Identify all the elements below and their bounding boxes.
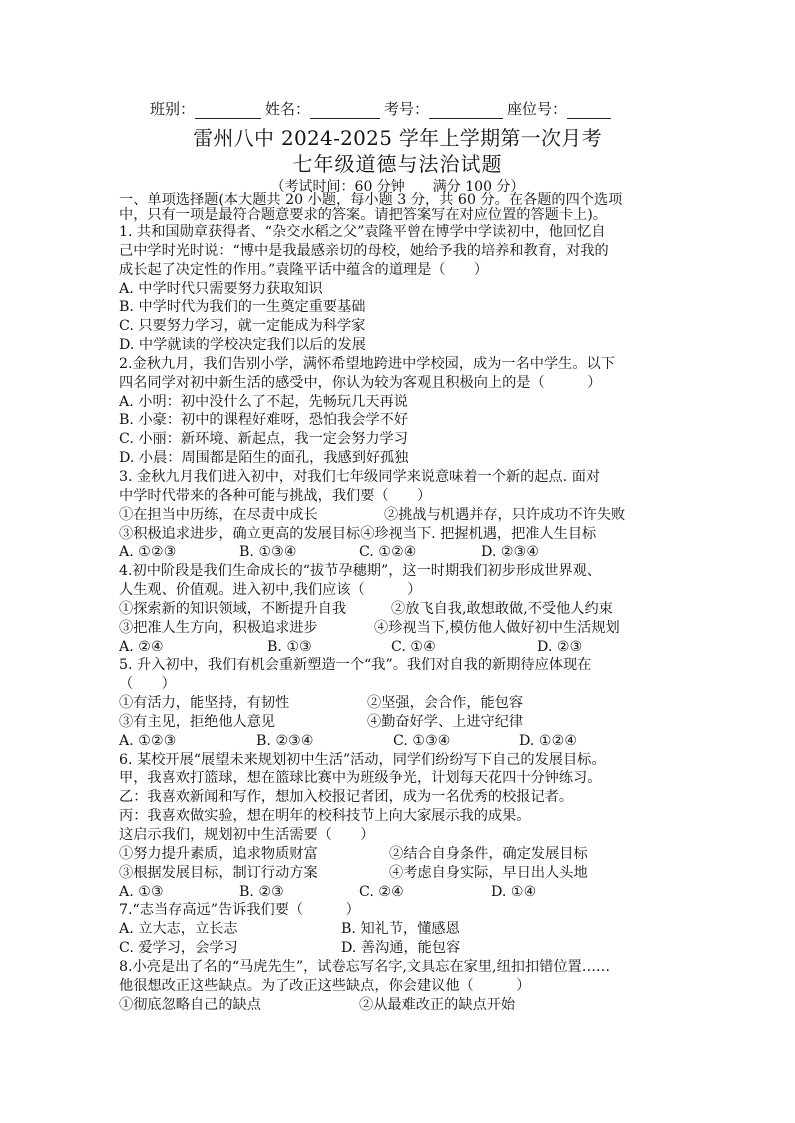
q5-statement-1: ①有活力，能坚持，有韧性 xyxy=(119,695,290,712)
q7-stem-1: 7.“志当存高远”告诉我们要（ ） xyxy=(119,902,360,919)
q4-options-row xyxy=(119,638,679,657)
q6-stem-5: 这启示我们，规划初中生活需要（ ） xyxy=(119,827,375,843)
q8-statement-2: ②从最难改正的缺点开始 xyxy=(359,996,516,1013)
q6-stem-1: 6. 某校开展“展望未来规划初中生活”活动，同学们纷纷写下自己的发展目标。 xyxy=(119,751,606,768)
q5-statement-3: ③有主见，拒绝他人意见 xyxy=(119,713,276,730)
q2-stem-1: 2.金秋九月，我们告别小学，满怀希望地跨进中学校园，成为一名中学生。以下 xyxy=(119,355,615,372)
q6-option-b: B. ②③ xyxy=(239,883,284,900)
q1-option-a: A. 中学时代只需要努力获取知识 xyxy=(119,280,323,297)
q4-statement-3: ③把准人生方向，积极追求进步 xyxy=(119,619,318,636)
q3-option-a: A. ①②③ xyxy=(119,544,177,561)
q1-stem-1: 1. 共和国勋章获得者、“杂交水稻之父”袁隆平曾在博学中学读初中，他回忆自 xyxy=(119,224,606,240)
name-blank xyxy=(310,101,380,119)
q4-option-c: C. ①④ xyxy=(391,638,436,655)
q4-statement-1: ①探索新的知识领域，不断提升自我 xyxy=(119,600,347,617)
q5-statements-row-2 xyxy=(119,713,679,732)
q2-option-c: C. 小丽：新环境、新起点，我一定会努力学习 xyxy=(119,431,408,448)
q2-option-b: B. 小豪：初中的课程好难呀，恐怕我会学不好 xyxy=(119,412,409,429)
q7-options-row-2 xyxy=(119,939,679,958)
q3-statement-1: ①在担当中历练，在尽责中成长 xyxy=(119,506,318,523)
q6-statements-row-1 xyxy=(119,845,679,864)
q4-option-b: B. ①③ xyxy=(267,638,312,655)
q8-stem-1: 8.小亮是出了名的“马虎先生”，试卷忘写名字,文具忘在家里,纽扣扣错位置…… xyxy=(119,958,611,975)
q5-option-a: A. ①②③ xyxy=(119,732,177,749)
q4-statements-row-2 xyxy=(119,619,679,638)
q5-statement-4: ④勤奋好学、上进守纪律 xyxy=(367,713,524,730)
q3-option-d: D. ②③④ xyxy=(481,544,540,561)
q6-stem-2: 甲，我喜欢打篮球，想在篮球比赛中为班级争光，计划每天花四十分钟练习。 xyxy=(119,770,602,787)
q4-stem-1: 4.初中阶段是我们生命成长的“拔节孕穗期”，这一时期我们初步形成世界观、 xyxy=(119,563,602,580)
q7-option-c: C. 爱学习，会学习 xyxy=(119,940,238,957)
q3-stem-1: 3. 金秋九月我们进入初中，对我们七年级同学来说意味着一个新的起点. 面对 xyxy=(119,468,601,485)
q5-option-b: B. ②③④ xyxy=(256,732,314,749)
seat-label: 座位号： xyxy=(507,100,568,118)
q6-options-row xyxy=(119,883,679,902)
q6-stem-4: 丙：我喜欢做实验，想在明年的校科技节上向大家展示我的成果。 xyxy=(119,808,531,825)
q1-option-d: D. 中学就读的学校决定我们以后的发展 xyxy=(119,337,366,354)
q4-statements-row-1 xyxy=(119,600,679,619)
q7-option-a: A. 立大志，立长志 xyxy=(119,921,238,938)
student-info-line xyxy=(150,98,630,120)
q4-stem-2: 人生观、价值观。进入初中,我们应该（ ） xyxy=(119,582,422,599)
q6-statement-4: ④考虑自身实际，早日出人头地 xyxy=(389,864,588,881)
exam-no-label: 考号： xyxy=(384,100,430,118)
q2-option-d: D. 小晨：周围都是陌生的面孔，我感到好孤独 xyxy=(119,450,409,467)
q4-option-a: A. ②④ xyxy=(119,638,164,655)
q6-stem-3: 乙：我喜欢新闻和写作，想加入校报记者团，成为一名优秀的校报记者。 xyxy=(119,789,574,806)
q8-statement-1: ①彻底忽略自己的缺点 xyxy=(119,996,261,1013)
q5-statement-2: ②坚强，会合作，能包容 xyxy=(367,695,524,712)
q7-options-row-1 xyxy=(119,920,679,939)
q3-statement-2: ②挑战与机遇并存，只许成功不许失败 xyxy=(384,506,626,523)
q3-stem-2: 中学时代带来的各种可能与挑战，我们要（ ） xyxy=(119,487,432,504)
exam-no-blank xyxy=(429,101,503,119)
q5-option-d: D. ①②④ xyxy=(519,732,578,749)
q8-statements-row-1 xyxy=(119,996,679,1015)
q6-option-c: C. ②④ xyxy=(359,883,404,900)
class-blank xyxy=(195,101,261,119)
section-instruction-1: 一、单项选择题(本大题共 20 小题，每小题 3 分，共 60 分。在各题的四个选项 xyxy=(119,192,623,208)
class-label: 班别： xyxy=(150,100,196,118)
q6-statement-1: ①努力提升素质，追求物质财富 xyxy=(119,845,318,862)
q2-stem-2: 四名同学对初中新生活的感受中，你认为较为客观且积极向上的是（ ） xyxy=(119,374,602,391)
exam-title: 雷州八中 2024-2025 学年上学期第一次月考 xyxy=(193,126,602,150)
q3-option-b: B. ①③④ xyxy=(239,544,297,561)
q1-stem-2: 己中学时光时说：“博中是我最感亲切的母校，她给予我的培养和教育，对我的 xyxy=(119,242,609,259)
q5-options-row xyxy=(119,732,679,751)
q4-option-d: D. ②③ xyxy=(537,638,583,655)
q5-stem-1: 5. 升入初中，我们有机会重新塑造一个“我”。我们对自我的新期待应体现在 xyxy=(119,657,592,674)
section-instruction-2: 中，只有一项是最符合题意要求的答案。请把答案写在对应位置的答题卡上)。 xyxy=(119,207,607,223)
name-label: 姓名： xyxy=(265,100,311,118)
q3-statements-row-1 xyxy=(119,506,679,525)
q7-option-d: D. 善沟通，能包容 xyxy=(341,940,461,957)
q3-statements-3-4: ③积极追求进步，确立更高的发展目标④珍视当下. 把握机遇，把准人生目标 xyxy=(119,525,597,542)
q6-option-a: A. ①③ xyxy=(119,883,164,900)
exam-time-info: （考试时间：60 分钟 满分 100 分） xyxy=(270,179,525,195)
q6-option-d: D. ①④ xyxy=(491,883,537,900)
q5-option-c: C. ①③④ xyxy=(393,732,451,749)
seat-blank xyxy=(567,101,611,119)
q5-stem-2: （ ） xyxy=(119,676,176,693)
q3-option-c: C. ①②④ xyxy=(359,544,417,561)
exam-subject-title: 七年级道德与法治试题 xyxy=(292,152,503,176)
q3-options-row xyxy=(119,543,679,562)
q6-statement-2: ②结合自身条件，确定发展目标 xyxy=(389,845,588,862)
q1-option-b: B. 中学时代为我们的一生奠定重要基础 xyxy=(119,299,366,316)
q6-statements-row-2 xyxy=(119,864,679,883)
q6-statement-3: ③根据发展目标，制订行动方案 xyxy=(119,864,318,881)
q2-option-a: A. 小明：初中没什么了不起，先畅玩几天再说 xyxy=(119,393,408,410)
q5-statements-row-1 xyxy=(119,694,679,713)
q4-statement-2: ②放飞自我,敢想敢做,不受他人约束 xyxy=(391,600,613,617)
exam-body xyxy=(119,193,679,1014)
q1-option-c: C. 只要努力学习，就一定能成为科学家 xyxy=(119,318,366,335)
q4-statement-4: ④珍视当下,模仿他人做好初中生活规划 xyxy=(374,619,620,636)
q8-stem-2: 他很想改正这些缺点。为了改正这些缺点，你会建议他（ ） xyxy=(119,977,531,994)
q1-stem-3: 成长起了决定性的作用。”袁隆平话中蕴含的道理是（ ） xyxy=(119,261,489,278)
q7-option-b: B. 知礼节，懂感恩 xyxy=(341,921,460,938)
